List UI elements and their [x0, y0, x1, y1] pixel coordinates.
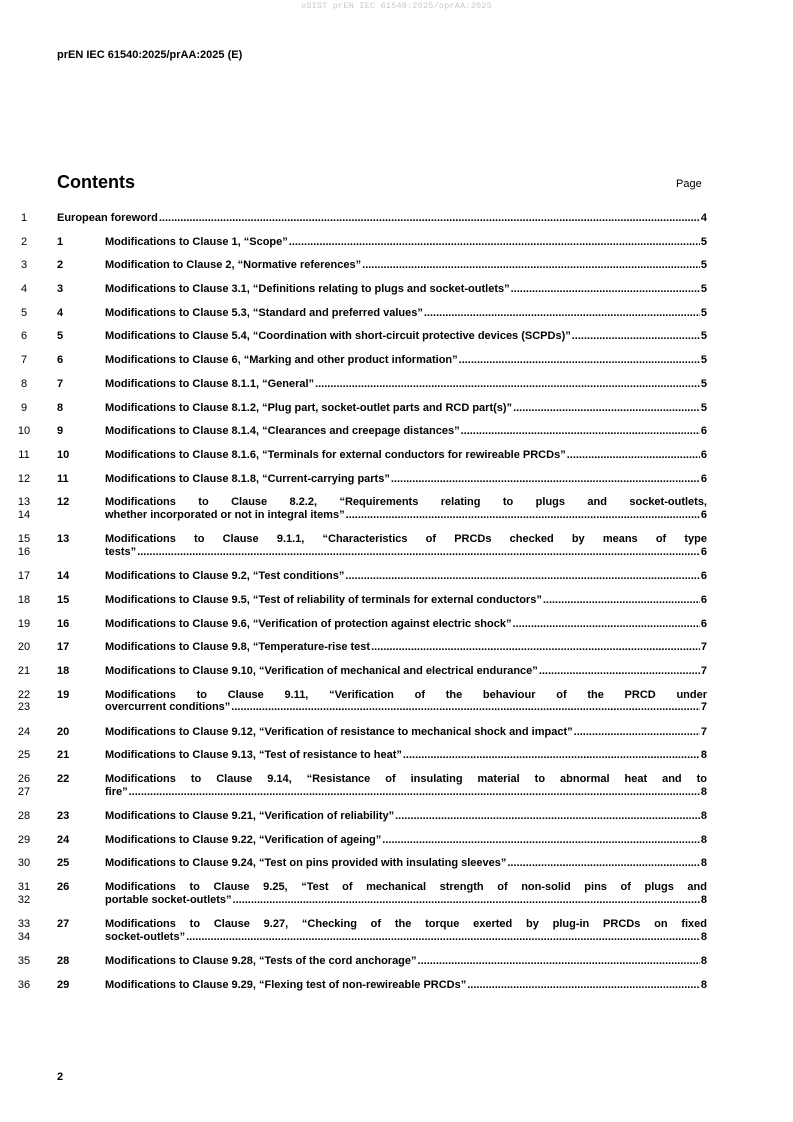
entry-page-number: 7 [700, 665, 707, 677]
entry-title-text: Modifications to Clause 8.1.1, “General” [105, 377, 315, 390]
line-number: 23 [17, 701, 31, 714]
line-number: 16 [17, 545, 31, 558]
clause-number: 3 [57, 283, 64, 296]
entry-page-number: 7 [700, 701, 707, 714]
toc-entry[interactable] [0, 594, 793, 618]
entry-title [105, 449, 707, 462]
entry-title [105, 354, 707, 367]
dot-leader [186, 931, 700, 944]
line-number: 13 [17, 496, 31, 509]
entry-title-text: socket-outlets” [105, 930, 186, 943]
toc-entry[interactable] [0, 857, 793, 881]
toc-entry[interactable] [0, 641, 793, 665]
entry-page-number: 7 [700, 725, 707, 738]
line-number: 9 [20, 401, 28, 414]
entry-title-line1: Modifications to Clause 9.11, “Verification of the behaviour of the PRCD under [105, 688, 707, 701]
clause-number: 27 [57, 918, 70, 931]
entry-title-text: whether incorporated or not in integral items” [105, 508, 345, 521]
clause-number: 6 [57, 354, 64, 367]
entry-title [105, 810, 707, 823]
entry-title [105, 618, 707, 631]
dot-leader [289, 236, 700, 249]
entry-title [105, 641, 707, 654]
line-number: 14 [17, 508, 31, 521]
entry-title-text: Modifications to Clause 9.12, “Verification of resistance to mechanical shock and impact” [105, 725, 573, 738]
dot-leader [574, 726, 700, 739]
dot-leader [233, 894, 700, 907]
toc-entry[interactable] [0, 665, 793, 689]
entry-title [105, 955, 707, 968]
toc-entry[interactable] [0, 378, 793, 402]
entry-page-number: 5 [700, 259, 707, 272]
clause-number: 13 [57, 533, 70, 546]
entry-title-text: Modifications to Clause 8.1.6, “Terminals for external conductors for rewireable PRCDs” [105, 448, 566, 461]
toc-entry[interactable] [0, 533, 793, 570]
entry-title-text: Modification to Clause 2, “Normative references” [105, 259, 362, 272]
toc-entry[interactable] [0, 979, 793, 1003]
dot-leader [572, 330, 700, 343]
line-number: 36 [17, 978, 31, 991]
entry-title-text: Modifications to Clause 9.5, “Test of reliability of terminals for external conductors” [105, 593, 542, 606]
entry-title-text: tests” [105, 545, 137, 558]
entry-title [105, 283, 707, 296]
clause-number: 10 [57, 448, 70, 461]
entry-page-number: 8 [700, 955, 707, 968]
dot-leader [512, 618, 699, 631]
entry-title-text: fire” [105, 785, 128, 798]
entry-title-line1: Modifications to Clause 8.2.2, “Requirements relating to plugs and socket-outlets, [105, 496, 707, 509]
entry-page-number: 8 [700, 810, 707, 823]
line-number: 32 [17, 893, 31, 906]
entry-title-text: Modifications to Clause 6, “Marking and other product information” [105, 354, 458, 367]
toc-entry[interactable] [0, 473, 793, 497]
entry-title [105, 570, 707, 583]
dot-leader [391, 473, 700, 486]
line-number: 22 [17, 688, 31, 701]
entry-title-text: Modifications to Clause 9.6, “Verification of protection against electric shock” [105, 617, 512, 630]
entry-title-text: Modifications to Clause 9.13, “Test of resistance to heat” [105, 749, 402, 762]
toc-entry[interactable] [0, 834, 793, 858]
entry-page-number: 7 [700, 641, 707, 654]
entry-title [105, 402, 707, 415]
page-column-label: Page [676, 178, 702, 190]
entry-title [105, 378, 707, 391]
line-number: 15 [17, 533, 31, 546]
entry-title [105, 749, 707, 762]
dot-leader [315, 378, 700, 391]
line-number: 35 [17, 955, 31, 968]
dot-leader [424, 307, 700, 320]
clause-number: 7 [57, 377, 64, 390]
clause-number: 11 [57, 472, 69, 485]
entry-title-text: Modifications to Clause 3.1, “Definitions relating to plugs and socket-outlets” [105, 283, 510, 296]
entry-title [105, 330, 707, 343]
entry-title [105, 546, 707, 559]
toc-entry[interactable] [0, 307, 793, 331]
toc-entry[interactable] [0, 402, 793, 426]
table-of-contents [0, 212, 793, 1003]
toc-entry[interactable] [0, 773, 793, 810]
clause-number: 4 [57, 306, 64, 319]
entry-page-number: 8 [700, 833, 707, 846]
entry-title-line1: Modifications to Clause 9.1.1, “Characteristics of PRCDs checked by means of type [105, 533, 707, 546]
line-number: 10 [17, 425, 31, 438]
line-number: 2 [20, 235, 28, 248]
dot-leader [395, 810, 700, 823]
toc-entry[interactable] [0, 496, 793, 533]
entry-page-number: 8 [700, 893, 707, 906]
toc-entry[interactable] [0, 810, 793, 834]
toc-entry[interactable] [0, 689, 793, 726]
entry-title-line1: Modifications to Clause 9.27, “Checking of the torque exerted by plug-in PRCDs on fixed [105, 918, 707, 931]
entry-page-number: 5 [700, 401, 707, 414]
clause-number: 21 [57, 749, 70, 762]
entry-title-text: Modifications to Clause 9.22, “Verification of ageing” [105, 833, 382, 846]
document-identifier: prEN IEC 61540:2025/prAA:2025 (E) [57, 49, 243, 61]
line-number: 31 [17, 881, 31, 894]
dot-leader [513, 402, 700, 415]
entry-page-number: 6 [700, 617, 707, 630]
entry-title-text: Modifications to Clause 9.29, “Flexing test of non-rewireable PRCDs” [105, 978, 467, 991]
watermark: oSIST prEN IEC 61540:2025/oprAA:2025 [301, 1, 492, 11]
line-number: 17 [17, 570, 31, 583]
entry-title [105, 473, 707, 486]
entry-title [105, 236, 707, 249]
toc-entry[interactable] [0, 236, 793, 260]
dot-leader [345, 570, 699, 583]
page-number: 2 [57, 1071, 64, 1083]
entry-title [105, 594, 707, 607]
entry-page-number: 5 [700, 283, 707, 296]
dot-leader [159, 212, 700, 225]
line-number: 29 [17, 833, 31, 846]
dot-leader [507, 857, 700, 870]
clause-number: 5 [57, 330, 64, 343]
dot-leader [362, 259, 700, 272]
line-number: 4 [20, 283, 28, 296]
entry-page-number: 6 [700, 545, 707, 558]
line-number: 5 [20, 306, 28, 319]
line-number: 30 [17, 857, 31, 870]
entry-title [105, 509, 707, 522]
toc-entry[interactable] [0, 570, 793, 594]
line-number: 8 [20, 377, 28, 390]
entry-title-text: Modifications to Clause 8.1.2, “Plug part, socket-outlet parts and RCD part(s)” [105, 401, 513, 414]
entry-page-number: 5 [700, 354, 707, 367]
dot-leader [129, 786, 700, 799]
entry-title-line1: Modifications to Clause 9.14, “Resistance of insulating material to abnormal heat and to [105, 773, 707, 786]
line-number: 19 [17, 617, 31, 630]
entry-page-number: 6 [700, 570, 707, 583]
toc-entry[interactable] [0, 330, 793, 354]
toc-entry[interactable] [0, 918, 793, 955]
entry-page-number: 5 [700, 330, 707, 343]
clause-number: 12 [57, 496, 70, 509]
entry-title [105, 726, 707, 739]
entry-title-text: Modifications to Clause 9.2, “Test conditions” [105, 570, 345, 583]
entry-page-number: 6 [700, 472, 707, 485]
entry-page-number: 6 [700, 508, 707, 521]
entry-title-text: Modifications to Clause 9.24, “Test on pins provided with insulating sleeves” [105, 857, 507, 870]
line-number: 3 [20, 259, 28, 272]
entry-title [105, 701, 707, 714]
dot-leader [511, 283, 700, 296]
line-number: 34 [17, 930, 31, 943]
dot-leader [461, 425, 700, 438]
dot-leader [467, 979, 700, 992]
dot-leader [382, 834, 700, 847]
dot-leader [539, 665, 700, 678]
entry-page-number: 5 [700, 306, 707, 319]
entry-title-text: Modifications to Clause 9.21, “Verification of reliability” [105, 810, 395, 823]
line-number: 12 [17, 472, 31, 485]
clause-number: 15 [57, 593, 70, 606]
entry-title [105, 665, 707, 678]
clause-number: 26 [57, 881, 70, 894]
clause-number: 20 [57, 725, 70, 738]
entry-page-number: 8 [700, 857, 707, 870]
entry-title [105, 857, 707, 870]
entry-page-number: 8 [700, 749, 707, 762]
clause-number: 14 [57, 570, 70, 583]
clause-number: 28 [57, 955, 70, 968]
dot-leader [371, 641, 700, 654]
clause-number: 22 [57, 773, 70, 786]
line-number: 11 [18, 448, 30, 461]
clause-number: 19 [57, 688, 70, 701]
entry-page-number: 5 [700, 235, 707, 248]
entry-title [105, 786, 707, 799]
clause-number: 17 [57, 641, 70, 654]
entry-title-text: Modifications to Clause 9.10, “Verification of mechanical and electrical endurance” [105, 665, 538, 677]
toc-entry[interactable] [0, 618, 793, 642]
entry-page-number: 6 [700, 593, 707, 606]
entry-page-number: 8 [700, 785, 707, 798]
dot-leader [418, 955, 700, 968]
toc-entry[interactable] [0, 212, 793, 236]
line-number: 24 [17, 725, 31, 738]
clause-number: 23 [57, 810, 70, 823]
entry-page-number: 5 [700, 377, 707, 390]
toc-entry[interactable] [0, 449, 793, 473]
entry-title-line1: Modifications to Clause 9.25, “Test of mechanical strength of non-solid pins of plugs and [105, 881, 707, 894]
toc-entry[interactable] [0, 283, 793, 307]
clause-number: 24 [57, 833, 70, 846]
entry-title-text: portable socket-outlets” [105, 893, 232, 906]
line-number: 26 [17, 773, 31, 786]
entry-page-number: 8 [700, 930, 707, 943]
line-number: 7 [20, 354, 28, 367]
entry-title-text: Modifications to Clause 9.8, “Temperature-rise test [105, 641, 371, 654]
clause-number: 16 [57, 617, 70, 630]
entry-page-number: 6 [700, 425, 707, 438]
entry-title [105, 259, 707, 272]
line-number: 18 [17, 593, 31, 606]
clause-number: 9 [57, 425, 64, 438]
entry-title-text: Modifications to Clause 9.28, “Tests of the cord anchorage” [105, 955, 417, 968]
clause-number: 29 [57, 978, 70, 991]
entry-title-text: Modifications to Clause 1, “Scope” [105, 235, 288, 248]
entry-title-text: Modifications to Clause 8.1.8, “Current-carrying parts” [105, 472, 390, 485]
line-number: 27 [17, 785, 31, 798]
clause-number: 25 [57, 857, 70, 870]
toc-entry[interactable] [0, 881, 793, 918]
line-number: 28 [17, 810, 31, 823]
entry-title [105, 931, 707, 944]
toc-entry[interactable] [0, 354, 793, 378]
toc-entry[interactable] [0, 955, 793, 979]
clause-number: 8 [57, 401, 64, 414]
entry-page-number: 4 [700, 212, 707, 224]
dot-leader [543, 594, 700, 607]
line-number: 6 [20, 330, 28, 343]
entry-title [105, 834, 707, 847]
dot-leader [231, 701, 700, 714]
dot-leader [137, 546, 700, 559]
contents-heading: Contents [57, 172, 135, 192]
line-number: 1 [20, 212, 28, 224]
clause-number: 1 [57, 235, 64, 248]
dot-leader [403, 749, 700, 762]
entry-title [105, 894, 707, 907]
entry-title-text: Modifications to Clause 5.4, “Coordination with short-circuit protective devices (SCPDs)” [105, 330, 571, 343]
entry-title [105, 979, 707, 992]
entry-title-text: European foreword [57, 212, 158, 224]
entry-title [57, 212, 707, 225]
entry-title-text: overcurrent conditions” [105, 701, 231, 714]
entry-page-number: 8 [700, 978, 707, 991]
toc-entry[interactable] [0, 425, 793, 449]
clause-number: 2 [57, 259, 64, 272]
entry-page-number: 6 [700, 448, 707, 461]
dot-leader [459, 354, 700, 367]
entry-title-text: Modifications to Clause 8.1.4, “Clearances and creepage distances” [105, 425, 460, 438]
line-number: 33 [17, 918, 31, 931]
line-number: 21 [17, 665, 31, 677]
entry-title [105, 425, 707, 438]
dot-leader [346, 509, 700, 522]
clause-number: 18 [57, 665, 70, 677]
toc-entry[interactable] [0, 259, 793, 283]
entry-title-text: Modifications to Clause 5.3, “Standard and preferred values” [105, 306, 423, 319]
toc-entry[interactable] [0, 726, 793, 750]
toc-entry[interactable] [0, 749, 793, 773]
dot-leader [567, 449, 700, 462]
line-number: 20 [17, 641, 31, 654]
entry-title [105, 307, 707, 320]
line-number: 25 [17, 749, 31, 762]
